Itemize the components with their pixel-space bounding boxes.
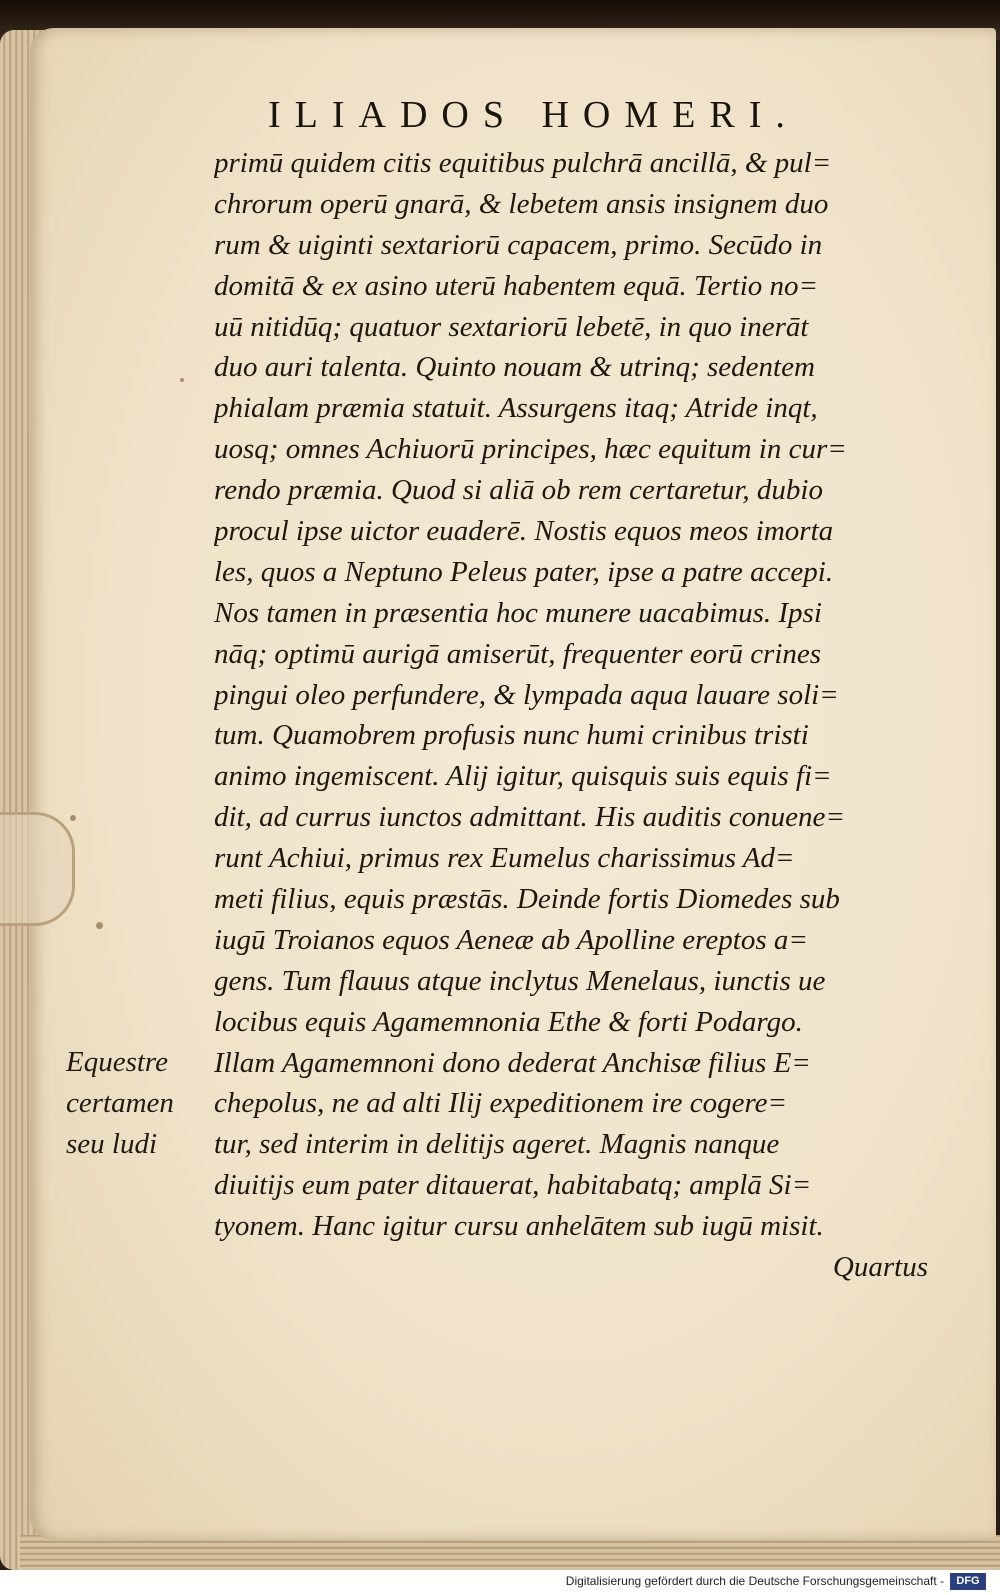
paper-speck [70,815,76,821]
text-line: chepolus, ne ad alti Ilij expeditionem ire cogere= [214,1087,788,1120]
text-line: meti filius, equis præstās. Deinde fortis Diomedes sub [214,883,840,916]
text-line: iugū Troianos equos Aeneæ ab Apolline ereptos a= [214,923,808,956]
text-line: pingui oleo perfundere, & lympada aqua lauare soli= [214,678,839,711]
text-line: dit, ad currus iunctos admittant. His auditis conuene= [214,801,845,834]
text-line: uū nitidūq; quatuor sextariorū lebetē, in quo inerāt [214,310,809,343]
text-line: diuitijs eum pater ditauerat, habitabatq; amplā Si= [214,1169,812,1202]
text-line: nāq; optimū aurigā amiserūt, frequenter eorū crines [214,637,822,670]
margin-note-line: Equestre [66,1046,169,1078]
text-line: runt Achiui, primus rex Eumelus charissimus Ad= [214,842,795,875]
text-line: procul ipse uictor euaderē. Nostis equos meos imorta [214,515,834,548]
bottom-page-edges [20,1535,1000,1570]
margin-note-line: seu ludi [66,1128,158,1160]
text-line: rum & uiginti sextariorū capacem, primo. Secūdo in [214,228,823,261]
text-line: gens. Tum flauus atque inclytus Menelaus, iunctis ue [214,964,826,997]
text-line: tur, sed interim in delitijs ageret. Magnis nanque [214,1128,780,1161]
margin-note [66,1042,216,1165]
text-line: uosq; omnes Achiuorū principes, hæc equitum in cur= [214,433,847,466]
text-line: locibus equis Agamemnonia Ethe & forti Podargo. [214,1005,803,1038]
book-clasp [0,812,75,926]
text-line: tyonem. Hanc igitur cursu anhelātem sub iugū misit. [214,1210,824,1243]
catchword: Quartus [832,1251,928,1284]
text-line: phialam præmia statuit. Assurgens itaq; Atride inqt, [214,392,818,425]
text-line: duo auri talenta. Quinto nouam & utrinq; sedentem [214,351,815,384]
digitization-footer [0,1570,1000,1595]
text-line: rendo præmia. Quod si aliā ob rem certaretur, dubio [214,474,823,507]
text-line: domitā & ex asino uterū habentem equā. Tertio no= [214,269,819,302]
paper-speck [180,378,184,382]
text-line: Illam Agamemnoni dono dederat Anchisæ filius E= [214,1046,811,1079]
text-line: primū quidem citis equitibus pulchrā ancillā, & pul= [214,147,832,179]
text-line: tum. Quamobrem profusis nunc humi crinibus tristi [214,719,809,752]
text-line: animo ingemiscent. Alij igitur, quisquis suis equis fi= [214,760,832,793]
main-text-block [214,143,934,1288]
dfg-logo: DFG [950,1573,986,1590]
paper-speck [96,922,103,929]
margin-note-line: certamen [66,1087,174,1119]
text-line: Nos tamen in præsentia hoc munere uacabimus. Ipsi [214,596,822,629]
text-line: les, quos a Neptuno Peleus pater, ipse a patre accepi. [214,555,834,588]
running-head: ILIADOS HOMERI. [268,94,799,136]
footer-credit-text: Digitalisierung gefördert durch die Deutsche Forschungsgemeinschaft - [565,1574,944,1588]
text-line: chrorum operū gnarā, & lebetem ansis insignem duo [214,187,829,220]
